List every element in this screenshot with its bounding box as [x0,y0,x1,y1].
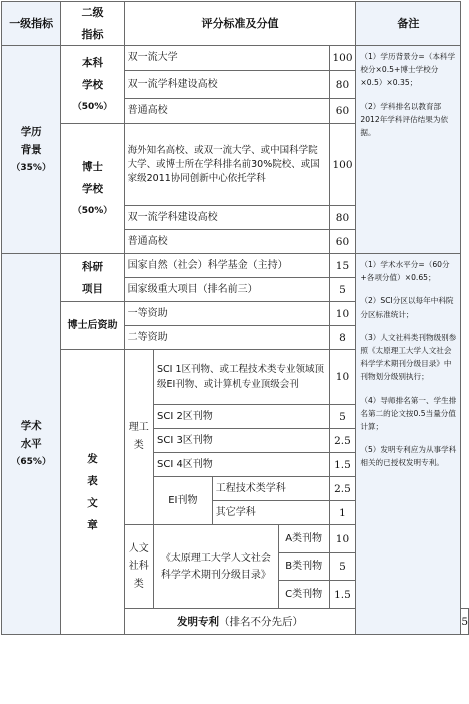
education-label-line3: （35%） [11,162,51,173]
sci-score-4: 1.5 [329,453,356,477]
research-label [61,254,124,302]
bachelor-criterion-1: 双一流大学 [124,46,329,71]
sci-score-2: 5 [329,405,356,429]
academic-label-line1: 学术 [20,420,42,432]
sci-eng-label-line2: 类 [133,440,144,451]
patent-suffix: （排名不分先后） [218,615,303,628]
education-notes [356,46,461,254]
education-note-1: （1）学历背景分=（本科学校分×0.5+博士学校分×0.5）×0.35； [360,52,456,88]
humanities-label-line3: 类 [133,578,144,590]
academic-note-2: （2）SCI分区以每年中科院分区标准统计； [360,296,454,319]
humanities-score-a: 10 [329,525,356,553]
research-row-1 [2,254,469,278]
sci-score-3: 2.5 [329,429,356,453]
bachelor-label-line1: 本科 [81,56,103,69]
academic-label [2,254,61,635]
doctor-score-3: 60 [329,230,356,254]
bachelor-row-1 [2,46,469,71]
humanities-label-line1: 人文 [128,542,149,554]
header-level1: 一级指标 [2,2,61,46]
academic-label-line3: （65%） [11,457,51,467]
sci-score-1: 10 [329,350,356,405]
header-level2-line1: 二级 [81,5,104,19]
sci-criterion-1: SCI 1区刊物、或工程技术类专业领域顶级EI刊物、或计算机专业顶级会刊 [153,350,329,405]
academic-notes [356,254,461,635]
patent-cell [124,609,356,635]
scoring-table [1,1,469,635]
research-criterion-2: 国家级重大项目（排名前三） [124,278,329,302]
doctor-label-line2: 学校 [81,182,103,195]
ei-label: EI刊物 [153,477,212,525]
education-note-2: （2）学科排名以教育部2012年学科评估结果为依据。 [360,101,449,138]
doctor-label-line3: （50%） [72,205,113,216]
bachelor-criterion-3: 普通高校 [124,99,329,124]
research-score-1: 15 [329,254,356,278]
papers-label [61,350,124,635]
humanities-class-c: C类刊物 [278,581,329,609]
postdoc-label: 博士后资助 [61,302,124,350]
ei-score-2: 1 [329,501,356,525]
sci-criterion-2: SCI 2区刊物 [153,405,329,429]
doctor-score-1: 100 [329,124,356,206]
patent-label: 发明专利 [176,615,219,628]
bachelor-score-1: 100 [329,46,356,71]
header-notes: 备注 [356,2,461,46]
bachelor-score-2: 80 [329,71,356,99]
humanities-source: 《太原理工大学人文社会科学学术期刊分级目录》 [153,525,278,609]
academic-note-5: （5）发明专利应为从事学科相关的已授权发明专利。 [360,445,457,468]
bachelor-label-line2: 学校 [81,78,103,91]
humanities-class-b: B类刊物 [278,553,329,581]
humanities-score-b: 5 [329,553,356,581]
education-label-line2: 背景 [20,143,42,156]
academic-label-line2: 水平 [20,438,42,450]
header-criteria: 评分标准及分值 [124,2,356,46]
humanities-score-c: 1.5 [329,581,356,609]
bachelor-label [61,46,124,124]
research-score-2: 5 [329,278,356,302]
education-label [2,46,61,254]
research-criterion-1: 国家自然（社会）科学基金（主持） [124,254,329,278]
ei-criterion-1: 工程技术类学科 [212,477,329,501]
header-level2 [61,2,124,46]
research-label-line1: 科研 [81,260,103,273]
doctor-label [61,124,124,254]
doctor-criterion-2: 双一流学科建设高校 [124,206,329,230]
academic-note-1: （1）学术水平分=（60分+各项分值）×0.65； [360,260,450,283]
education-label-line1: 学历 [20,125,42,138]
sci-eng-label-line1: 理工 [128,422,149,433]
postdoc-score-2: 8 [329,326,356,350]
papers-label-char-3: 文 [87,497,98,509]
header-row [2,2,469,46]
academic-note-4: （4）导师排名第一、学生排名第二的论文按0.5当量分值计算； [360,395,457,432]
postdoc-criterion-2: 二等资助 [124,326,329,350]
patent-score: 5 [461,609,469,635]
bachelor-criterion-2: 双一流学科建设高校 [124,71,329,99]
ei-criterion-2: 其它学科 [212,501,329,525]
doctor-label-line1: 博士 [81,160,103,173]
doctor-score-2: 80 [329,206,356,230]
humanities-class-a: A类刊物 [278,525,329,553]
papers-label-char-2: 表 [87,475,98,487]
header-level2-line2: 指标 [81,27,104,41]
ei-score-1: 2.5 [329,477,356,501]
postdoc-score-1: 10 [329,302,356,326]
research-label-line2: 项目 [81,282,103,295]
sci-eng-label [124,350,153,525]
sci-criterion-4: SCI 4区刊物 [153,453,329,477]
humanities-label [124,525,153,609]
sci-criterion-3: SCI 3区刊物 [153,429,329,453]
bachelor-label-line3: （50%） [72,101,113,112]
humanities-label-line2: 社科 [128,560,149,572]
postdoc-criterion-1: 一等资助 [124,302,329,326]
academic-note-3: （3）人文社科类刊物级别参照《太原理工大学人文社会科学学术期刊分级目录》中刊物划分级别执行； [360,332,457,382]
bachelor-score-3: 60 [329,99,356,124]
doctor-criterion-1: 海外知名高校、或双一流大学、或中国科学院大学、或博士所在学科排名前30%院校、或国家级2011协同创新中心依托学科 [124,124,329,206]
doctor-criterion-3: 普通高校 [124,230,329,254]
papers-label-char-4: 章 [87,519,98,531]
papers-label-char-1: 发 [87,453,98,465]
